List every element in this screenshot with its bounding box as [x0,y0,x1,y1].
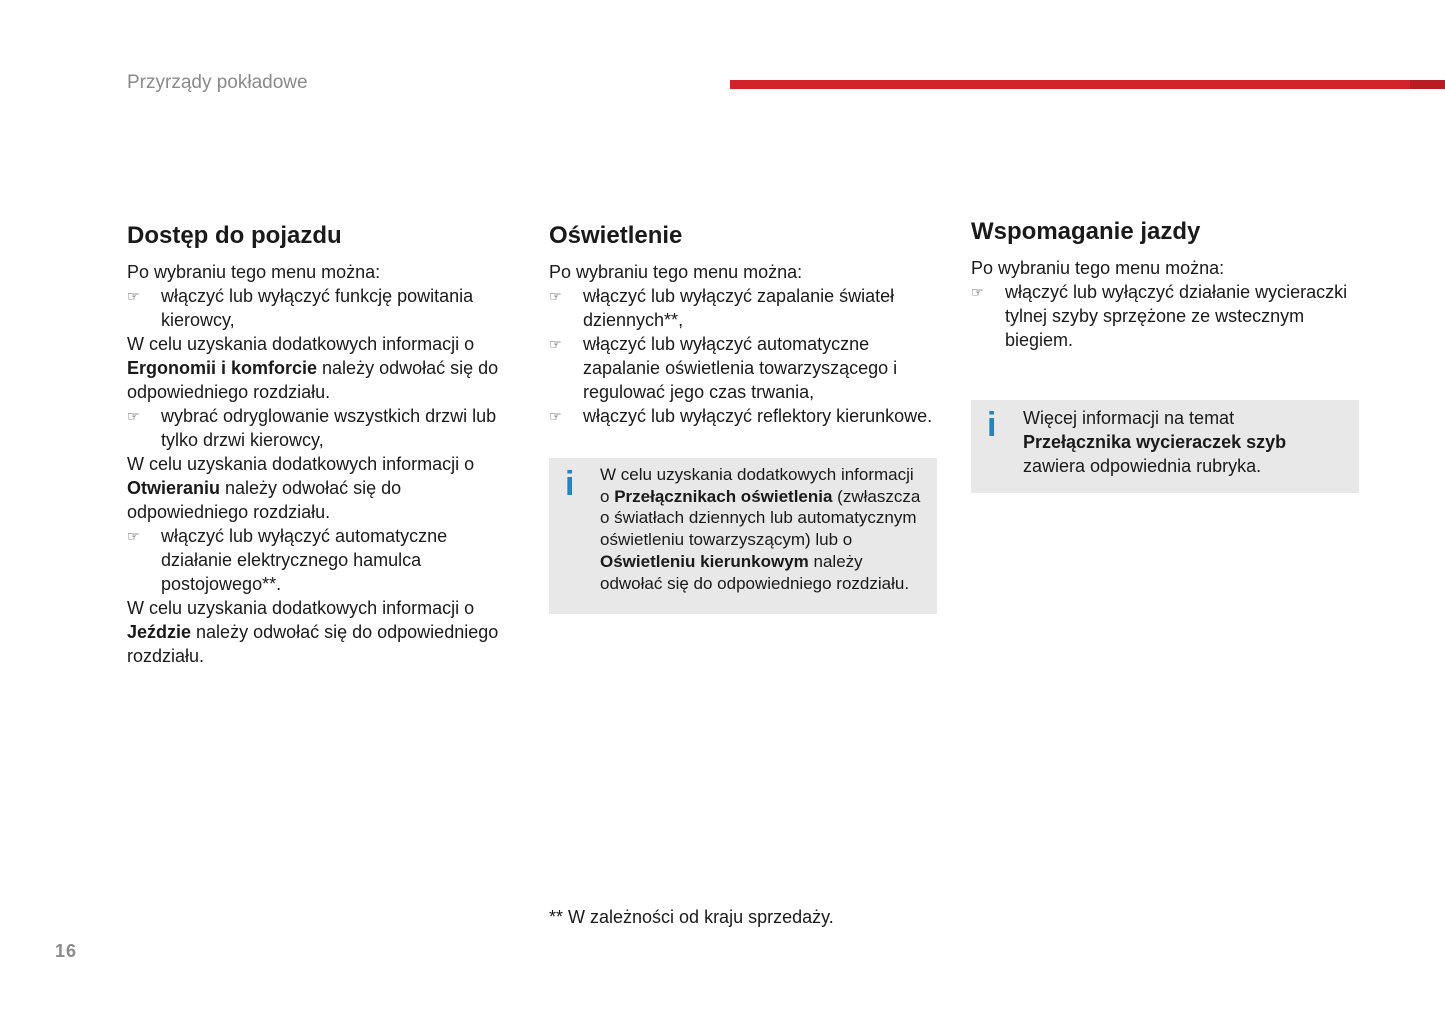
reference-link: Przełącznika wycieraczek szyb [1023,432,1287,452]
info-icon: i [987,406,997,444]
pointing-hand-icon: ☞ [549,408,562,424]
section-lighting [549,220,939,614]
section-heading: Wspomaganie jazdy [971,218,1201,245]
pointing-hand-icon: ☞ [127,288,140,304]
reference-link: Jeździe [127,622,192,642]
pointing-hand-icon: ☞ [549,336,562,352]
reference-link: Otwieraniu [127,478,221,498]
section-heading: Dostęp do pojazdu [127,222,342,249]
section-vehicle-access [127,220,522,668]
info-box-lighting: i W celu uzyskania dodatkowych informacji o Przełącznikach oświetlenia (zwłaszcza o światłach dziennych lub automatycznym oświetleniu towarzyszącym) lub o Oświetleniu kierunkowym należy odwołać się do odpowiedniego rozdziału. [549,458,937,614]
pointing-hand-icon: ☞ [549,288,562,304]
section-intro: Po wybraniu tego menu można: [549,262,803,282]
section-intro: Po wybraniu tego menu można: [971,258,1225,278]
list-item: ☞ włączyć lub wyłączyć reflektory kierunkowe. [549,406,933,426]
section-heading: Oświetlenie [549,222,683,249]
pointing-hand-icon: ☞ [127,528,140,544]
list-item: ☞ włączyć lub wyłączyć automatyczne zapalanie oświetlenia towarzyszącego i regulować jego czas trwania, [549,334,898,402]
reference-link: Przełącznikach oświetlenia [614,486,833,506]
footnote: ** W zależności od kraju sprzedaży. [549,907,834,927]
info-icon: i [565,465,575,503]
reference-text: W celu uzyskania dodatkowych informacji o Otwieraniu należy odwołać się do odpowiedniego rozdziału. [127,454,475,522]
page-number: 16 [55,941,78,961]
list-item: ☞ włączyć lub wyłączyć funkcję powitania kierowcy, [127,286,474,330]
list-item: ☞ wybrać odryglowanie wszystkich drzwi lub tylko drzwi kierowcy, [127,406,497,450]
header-accent-bar [730,80,1445,89]
section-driving-assistance [971,216,1363,493]
reference-link: Ergonomii i komforcie [127,358,318,378]
list-item: ☞ włączyć lub wyłączyć działanie wycieraczki tylnej szyby sprzężone ze wstecznym biegiem. [971,282,1348,350]
reference-text: W celu uzyskania dodatkowych informacji o Ergonomii i komforcie należy odwołać się do odpowiedniego rozdziału. [127,334,499,402]
section-intro: Po wybraniu tego menu można: [127,262,381,282]
header-accent-bar-tab [1410,80,1445,89]
page-header-title: Przyrządy pokładowe [127,72,308,93]
list-item: ☞ włączyć lub wyłączyć automatyczne działanie elektrycznego hamulca postojowego**. [127,526,448,594]
info-box-wipers: i Więcej informacji na temat Przełącznika wycieraczek szyb zawiera odpowiednia rubryka. [971,400,1359,493]
pointing-hand-icon: ☞ [971,284,984,300]
list-item: ☞ włączyć lub wyłączyć zapalanie świateł dziennych**, [549,286,895,330]
reference-link: Oświetleniu kierunkowym [600,551,809,571]
pointing-hand-icon: ☞ [127,408,140,424]
reference-text: W celu uzyskania dodatkowych informacji o Jeździe należy odwołać się do odpowiedniego rozdziału. [127,598,499,666]
